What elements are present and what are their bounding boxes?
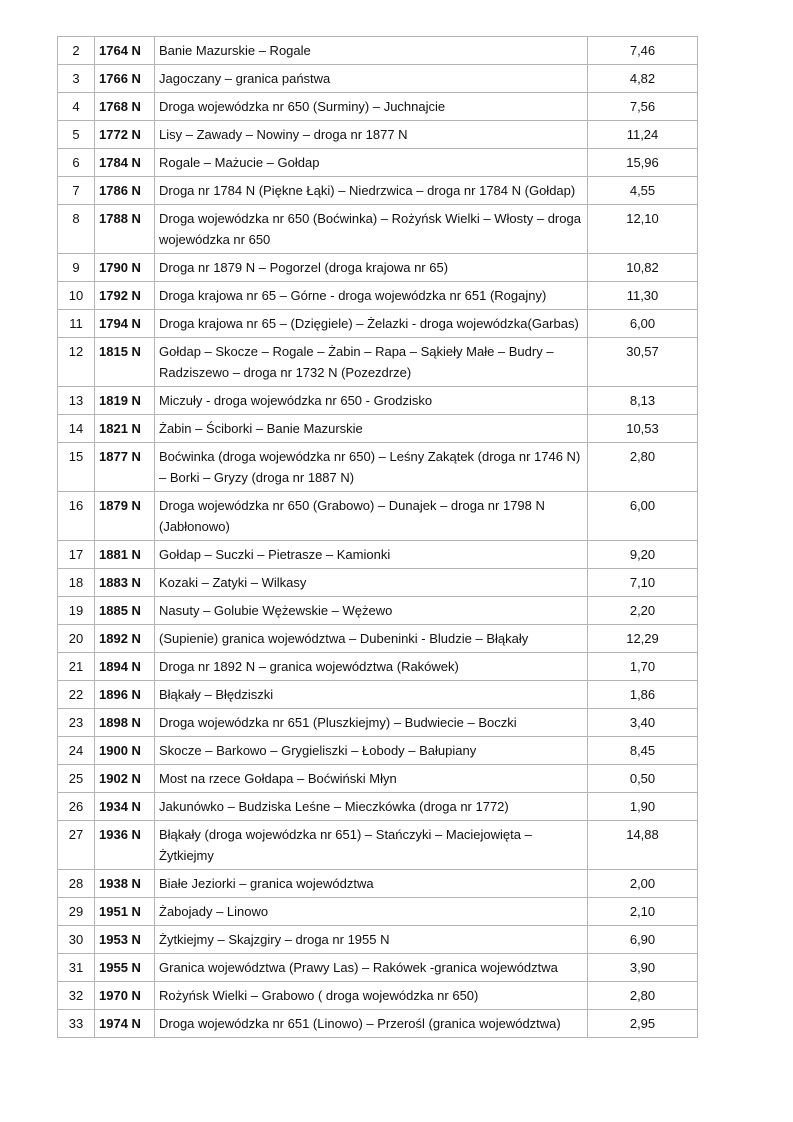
road-length-cell: 2,00 xyxy=(588,870,698,898)
road-description-cell: Boćwinka (droga wojewódzka nr 650) – Leśny Zakątek (droga nr 1746 N) – Borki – Gryzy (droga nr 1887 N) xyxy=(155,443,588,492)
road-length-cell: 2,10 xyxy=(588,898,698,926)
table-row xyxy=(58,1010,698,1038)
road-length-cell: 15,96 xyxy=(588,149,698,177)
road-length-cell: 7,10 xyxy=(588,569,698,597)
table-row xyxy=(58,681,698,709)
row-number-cell: 32 xyxy=(58,982,95,1010)
row-number-cell: 25 xyxy=(58,765,95,793)
road-number-cell: 1970 N xyxy=(95,982,155,1010)
road-number-cell: 1786 N xyxy=(95,177,155,205)
table-row xyxy=(58,415,698,443)
road-number-cell: 1900 N xyxy=(95,737,155,765)
road-description-cell: Gołdap – Skocze – Rogale – Żabin – Rapa – Sąkiełу Małe – Budry – Radziszewo – droga nr 1732 N (Pozezdrze) xyxy=(155,338,588,387)
road-number-cell: 1764 N xyxy=(95,37,155,65)
road-description-cell: Błąkały – Błędziszki xyxy=(155,681,588,709)
road-number-cell: 1902 N xyxy=(95,765,155,793)
road-number-cell: 1815 N xyxy=(95,338,155,387)
row-number-cell: 26 xyxy=(58,793,95,821)
road-description-cell: Droga wojewódzka nr 651 (Linowo) – Przerośl (granica województwa) xyxy=(155,1010,588,1038)
road-description-cell: Jagoczany – granica państwa xyxy=(155,65,588,93)
road-description-cell: (Supienie) granica województwa – Dubeninki - Bludzie – Błąkały xyxy=(155,625,588,653)
table-row xyxy=(58,653,698,681)
road-description-cell: Gołdap – Suczki – Pietrasze – Kamionki xyxy=(155,541,588,569)
road-description-cell: Lisy – Zawady – Nowiny – droga nr 1877 N xyxy=(155,121,588,149)
road-length-cell: 8,45 xyxy=(588,737,698,765)
road-number-cell: 1788 N xyxy=(95,205,155,254)
road-description-cell: Droga nr 1892 N – granica województwa (Rakówek) xyxy=(155,653,588,681)
road-description-cell: Rożyńsk Wielki – Grabowo ( droga wojewódzka nr 650) xyxy=(155,982,588,1010)
road-number-cell: 1885 N xyxy=(95,597,155,625)
road-number-cell: 1896 N xyxy=(95,681,155,709)
row-number-cell: 29 xyxy=(58,898,95,926)
row-number-cell: 23 xyxy=(58,709,95,737)
roads-table xyxy=(57,36,698,1038)
table-row xyxy=(58,177,698,205)
table-row xyxy=(58,793,698,821)
row-number-cell: 22 xyxy=(58,681,95,709)
table-row xyxy=(58,569,698,597)
row-number-cell: 2 xyxy=(58,37,95,65)
table-row xyxy=(58,310,698,338)
road-length-cell: 14,88 xyxy=(588,821,698,870)
row-number-cell: 19 xyxy=(58,597,95,625)
row-number-cell: 16 xyxy=(58,492,95,541)
table-row xyxy=(58,954,698,982)
road-description-cell: Żabojady – Linowo xyxy=(155,898,588,926)
road-description-cell: Droga nr 1784 N (Piękne Łąki) – Niedrzwica – droga nr 1784 N (Gołdap) xyxy=(155,177,588,205)
road-number-cell: 1894 N xyxy=(95,653,155,681)
road-description-cell: Droga krajowa nr 65 – Górne - droga wojewódzka nr 651 (Rogajny) xyxy=(155,282,588,310)
road-number-cell: 1877 N xyxy=(95,443,155,492)
row-number-cell: 20 xyxy=(58,625,95,653)
road-description-cell: Skocze – Barkowo – Grygieliszki – Łobody – Bałupiany xyxy=(155,737,588,765)
road-description-cell: Droga wojewódzka nr 650 (Surminy) – Juchnajcie xyxy=(155,93,588,121)
road-number-cell: 1955 N xyxy=(95,954,155,982)
table-row xyxy=(58,821,698,870)
table-row xyxy=(58,982,698,1010)
road-length-cell: 11,30 xyxy=(588,282,698,310)
road-length-cell: 1,70 xyxy=(588,653,698,681)
road-length-cell: 2,80 xyxy=(588,443,698,492)
row-number-cell: 7 xyxy=(58,177,95,205)
table-row xyxy=(58,149,698,177)
road-length-cell: 0,50 xyxy=(588,765,698,793)
road-length-cell: 11,24 xyxy=(588,121,698,149)
road-length-cell: 2,95 xyxy=(588,1010,698,1038)
road-number-cell: 1881 N xyxy=(95,541,155,569)
road-number-cell: 1951 N xyxy=(95,898,155,926)
road-description-cell: Rogale – Mażucie – Gołdap xyxy=(155,149,588,177)
row-number-cell: 33 xyxy=(58,1010,95,1038)
road-number-cell: 1936 N xyxy=(95,821,155,870)
road-number-cell: 1790 N xyxy=(95,254,155,282)
road-description-cell: Granica województwa (Prawy Las) – Rakówek -granica województwa xyxy=(155,954,588,982)
row-number-cell: 17 xyxy=(58,541,95,569)
row-number-cell: 10 xyxy=(58,282,95,310)
road-length-cell: 7,56 xyxy=(588,93,698,121)
table-row xyxy=(58,709,698,737)
row-number-cell: 30 xyxy=(58,926,95,954)
table-row xyxy=(58,597,698,625)
road-description-cell: Błąkały (droga wojewódzka nr 651) – Stańczyki – Maciejowięta – Żytkiejmy xyxy=(155,821,588,870)
road-length-cell: 6,00 xyxy=(588,310,698,338)
table-row xyxy=(58,282,698,310)
road-description-cell: Nasuty – Golubie Wężewskie – Wężewo xyxy=(155,597,588,625)
road-number-cell: 1953 N xyxy=(95,926,155,954)
road-length-cell: 9,20 xyxy=(588,541,698,569)
table-row xyxy=(58,870,698,898)
road-number-cell: 1768 N xyxy=(95,93,155,121)
table-row xyxy=(58,93,698,121)
row-number-cell: 11 xyxy=(58,310,95,338)
row-number-cell: 3 xyxy=(58,65,95,93)
road-number-cell: 1974 N xyxy=(95,1010,155,1038)
row-number-cell: 4 xyxy=(58,93,95,121)
road-description-cell: Kozaki – Zatyki – Wilkasy xyxy=(155,569,588,597)
table-row xyxy=(58,737,698,765)
table-row xyxy=(58,37,698,65)
road-number-cell: 1784 N xyxy=(95,149,155,177)
road-number-cell: 1819 N xyxy=(95,387,155,415)
road-length-cell: 4,82 xyxy=(588,65,698,93)
row-number-cell: 21 xyxy=(58,653,95,681)
row-number-cell: 31 xyxy=(58,954,95,982)
row-number-cell: 5 xyxy=(58,121,95,149)
road-length-cell: 10,82 xyxy=(588,254,698,282)
table-row xyxy=(58,121,698,149)
road-description-cell: Droga krajowa nr 65 – (Dzięgiele) – Żelazki - droga wojewódzka(Garbas) xyxy=(155,310,588,338)
row-number-cell: 24 xyxy=(58,737,95,765)
road-description-cell: Białe Jeziorki – granica województwa xyxy=(155,870,588,898)
road-number-cell: 1938 N xyxy=(95,870,155,898)
row-number-cell: 14 xyxy=(58,415,95,443)
row-number-cell: 9 xyxy=(58,254,95,282)
road-length-cell: 3,40 xyxy=(588,709,698,737)
road-description-cell: Żabin – Ściborki – Banie Mazurskie xyxy=(155,415,588,443)
table-row xyxy=(58,926,698,954)
row-number-cell: 6 xyxy=(58,149,95,177)
road-length-cell: 10,53 xyxy=(588,415,698,443)
road-number-cell: 1898 N xyxy=(95,709,155,737)
table-row xyxy=(58,625,698,653)
road-number-cell: 1821 N xyxy=(95,415,155,443)
road-length-cell: 12,29 xyxy=(588,625,698,653)
road-length-cell: 2,80 xyxy=(588,982,698,1010)
road-description-cell: Droga wojewódzka nr 651 (Pluszkiejmy) – Budwiecie – Boczki xyxy=(155,709,588,737)
road-number-cell: 1934 N xyxy=(95,793,155,821)
row-number-cell: 8 xyxy=(58,205,95,254)
table-row xyxy=(58,65,698,93)
road-description-cell: Most na rzece Gołdapa – Boćwiński Młyn xyxy=(155,765,588,793)
road-length-cell: 3,90 xyxy=(588,954,698,982)
table-row xyxy=(58,387,698,415)
road-length-cell: 1,86 xyxy=(588,681,698,709)
row-number-cell: 28 xyxy=(58,870,95,898)
road-description-cell: Miczuły - droga wojewódzka nr 650 - Grodzisko xyxy=(155,387,588,415)
row-number-cell: 13 xyxy=(58,387,95,415)
table-row xyxy=(58,254,698,282)
row-number-cell: 15 xyxy=(58,443,95,492)
row-number-cell: 18 xyxy=(58,569,95,597)
table-row xyxy=(58,765,698,793)
road-number-cell: 1892 N xyxy=(95,625,155,653)
road-length-cell: 4,55 xyxy=(588,177,698,205)
road-number-cell: 1792 N xyxy=(95,282,155,310)
table-row xyxy=(58,492,698,541)
road-length-cell: 12,10 xyxy=(588,205,698,254)
table-row xyxy=(58,541,698,569)
road-length-cell: 6,90 xyxy=(588,926,698,954)
road-length-cell: 8,13 xyxy=(588,387,698,415)
roads-table-body xyxy=(58,37,698,1038)
road-number-cell: 1879 N xyxy=(95,492,155,541)
table-row xyxy=(58,443,698,492)
road-description-cell: Droga nr 1879 N – Pogorzel (droga krajowa nr 65) xyxy=(155,254,588,282)
road-length-cell: 7,46 xyxy=(588,37,698,65)
road-length-cell: 6,00 xyxy=(588,492,698,541)
table-row xyxy=(58,898,698,926)
road-number-cell: 1772 N xyxy=(95,121,155,149)
road-length-cell: 2,20 xyxy=(588,597,698,625)
road-description-cell: Droga wojewódzka nr 650 (Grabowo) – Dunajek – droga nr 1798 N (Jabłonowo) xyxy=(155,492,588,541)
road-length-cell: 30,57 xyxy=(588,338,698,387)
road-description-cell: Droga wojewódzka nr 650 (Boćwinka) – Rożyńsk Wielki – Włosty – droga wojewódzka nr 650 xyxy=(155,205,588,254)
row-number-cell: 12 xyxy=(58,338,95,387)
row-number-cell: 27 xyxy=(58,821,95,870)
table-row xyxy=(58,205,698,254)
table-row xyxy=(58,338,698,387)
road-description-cell: Jakunówko – Budziska Leśne – Mieczkówka (droga nr 1772) xyxy=(155,793,588,821)
road-description-cell: Żytkiejmy – Skajzgiry – droga nr 1955 N xyxy=(155,926,588,954)
road-number-cell: 1766 N xyxy=(95,65,155,93)
road-length-cell: 1,90 xyxy=(588,793,698,821)
road-description-cell: Banie Mazurskie – Rogale xyxy=(155,37,588,65)
road-number-cell: 1883 N xyxy=(95,569,155,597)
road-number-cell: 1794 N xyxy=(95,310,155,338)
